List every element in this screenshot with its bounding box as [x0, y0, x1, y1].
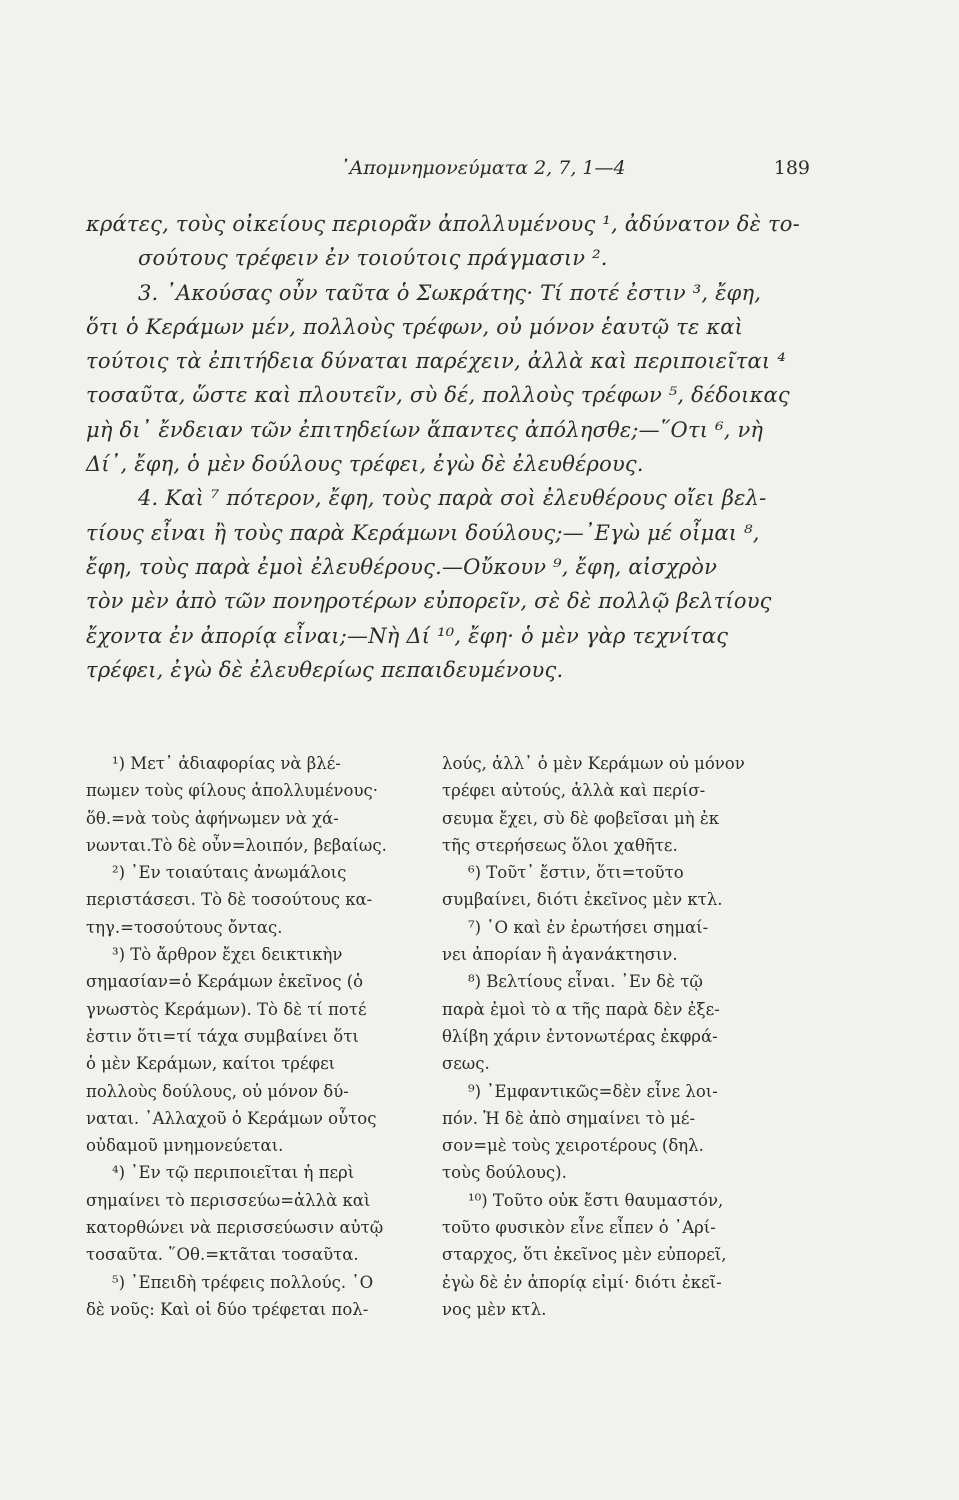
footnote-line: ²) ᾽Εν τοιαύταις ἀνωμάλοις: [112, 863, 347, 883]
text-line: τοσαῦτα, ὥστε καὶ πλουτεῖν, σὺ δέ, πολλοὺς τρέφων ⁵, δέδοικας: [86, 383, 790, 408]
running-title: ᾽Απομνημονεύματα 2, 7, 1—4: [340, 157, 626, 179]
text-line: τὸν μὲν ἀπὸ τῶν πονηροτέρων εὐπορεῖν, σὲ δὲ πολλῷ βελτίους: [86, 589, 772, 614]
footnote-line: σον=μὲ τοὺς χειροτέρους (δηλ.: [442, 1136, 704, 1156]
page-number: 189: [773, 157, 810, 179]
footnote-line: τοσαῦτα. ῞Οθ.=κτᾶται τοσαῦτα.: [86, 1245, 359, 1265]
footnote-line: νωνται.Τὸ δὲ οὖν=λοιπόν, βεβαίως.: [86, 835, 387, 855]
text-line: ἔχοντα ἐν ἀπορίᾳ εἶναι;—Νὴ Δί ¹⁰, ἔφη· ὁ μὲν γὰρ τεχνίτας: [86, 623, 729, 648]
footnote-line: λούς, ἀλλ᾽ ὁ μὲν Κεράμων οὐ μόνον: [442, 754, 745, 773]
footnote-line: ὅθ.=νὰ τοὺς ἀφήνωμεν νὰ χά-: [86, 808, 339, 828]
text-line: κράτες, τοὺς οἰκείους περιορᾶν ἀπολλυμένους ¹, ἀδύνατον δὲ το-: [86, 212, 800, 236]
footnote-line: ¹⁰) Τοῦτο οὐκ ἔστι θαυμαστόν,: [468, 1190, 724, 1210]
footnote-line: πόν. Ἡ δὲ ἀπὸ σημαίνει τὸ μέ-: [442, 1108, 696, 1128]
footnote-line: πωμεν τοὺς φίλους ἀπολλυμένους·: [86, 781, 378, 801]
footnotes-left-column: [86, 750, 416, 1323]
text-line: σούτους τρέφειν ἐν τοιούτοις πράγμασιν ².: [138, 246, 608, 271]
footnote-line: οὐδαμοῦ μνημονεύεται.: [86, 1136, 284, 1156]
footnote-line: ναται. ᾽Αλλαχοῦ ὁ Κεράμων οὗτος: [86, 1108, 377, 1128]
footnotes-right-column: [442, 750, 792, 1323]
text-line: ὅτι ὁ Κεράμων μέν, πολλοὺς τρέφων, οὐ μόνον ἑαυτῷ τε καὶ: [86, 314, 744, 339]
text-line: 3. ᾽Ακούσας οὖν ταῦτα ὁ Σωκράτης· Τί ποτέ ἐστιν ³, ἔφη,: [138, 280, 762, 305]
footnote-line: τῆς στερήσεως ὅλοι χαθῆτε.: [442, 835, 678, 855]
footnote-line: πολλοὺς δούλους, οὐ μόνον δύ-: [86, 1081, 349, 1101]
footnote-line: ⁷) ῾Ο καὶ ἐν ἐρωτήσει σημαί-: [468, 917, 709, 937]
footnote-line: ἐστιν ὅτι=τί τάχα συμβαίνει ὅτι: [86, 1026, 359, 1046]
footnote-line: σευμα ἔχει, σὺ δὲ φοβεῖσαι μὴ ἐκ: [442, 808, 720, 828]
footnote-line: γνωστὸς Κεράμων). Τὸ δὲ τί ποτέ: [86, 999, 367, 1019]
footnote-line: ἐγὼ δὲ ἐν ἀπορίᾳ εἰμί· διότι ἐκεῖ-: [442, 1272, 722, 1292]
footnote-line: σταρχος, ὅτι ἐκεῖνος μὲν εὐπορεῖ,: [442, 1245, 727, 1265]
main-text: [86, 207, 800, 687]
footnote-line: περιστάσεσι. Τὸ δὲ τοσούτους κα-: [86, 890, 373, 910]
text-line: τίους εἶναι ἢ τοὺς παρὰ Κεράμωνι δούλους;—᾽Εγὼ μέ οἶμαι ⁸,: [86, 520, 760, 545]
footnote-line: νος μὲν κτλ.: [442, 1299, 547, 1319]
footnote-line: δὲ νοῦς: Καὶ οἱ δύο τρέφεται πολ-: [86, 1299, 369, 1319]
footnote-line: τρέφει αὐτούς, ἀλλὰ καὶ περίσ-: [442, 781, 706, 801]
footnote-line: νει ἀπορίαν ἢ ἀγανάκτησιν.: [442, 945, 678, 965]
footnote-line: ¹) Μετ᾽ ἀδιαφορίας νὰ βλέ-: [112, 754, 341, 773]
text-line: τρέφει, ἐγὼ δὲ ἐλευθερίως πεπαιδευμένους.: [86, 657, 564, 682]
footnote-line: θλίβη χάριν ἐντονωτέρας ἐκφρά-: [442, 1026, 718, 1046]
text-line: μὴ δι᾽ ἔνδειαν τῶν ἐπιτηδείων ἅπαντες ἀπόλησθε;—῞Οτι ⁶, νὴ: [86, 417, 764, 442]
footnote-line: σημαίνει τὸ περισσεύω=ἀλλὰ καὶ: [86, 1190, 371, 1210]
footnote-line: σημασίαν=ὁ Κεράμων ἐκεῖνος (ὁ: [86, 972, 364, 992]
footnote-line: ⁹) ᾽Εμφαντικῶς=δὲν εἶνε λοι-: [468, 1081, 718, 1101]
text-line: 4. Καὶ ⁷ πότερον, ἔφη, τοὺς παρὰ σοὶ ἐλευθέρους οἴει βελ-: [138, 486, 767, 511]
footnote-line: σεως.: [442, 1054, 490, 1074]
footnote-line: ³) Τὸ ἄρθρον ἔχει δεικτικὴν: [112, 945, 343, 965]
footnote-line: ⁸) Βελτίους εἶναι. ᾽Εν δὲ τῷ: [468, 972, 703, 992]
text-line: ἔφη, τοὺς παρὰ ἐμοὶ ἐλευθέρους.—Οὔκουν ⁹, ἔφη, αἰσχρὸν: [86, 554, 718, 579]
text-line: Δί᾽, ἔφη, ὁ μὲν δούλους τρέφει, ἐγὼ δὲ ἐλευθέρους.: [86, 452, 644, 477]
running-head: [340, 157, 810, 179]
footnote-line: τοὺς δούλους).: [442, 1163, 567, 1183]
footnote-line: συμβαίνει, διότι ἐκεῖνος μὲν κτλ.: [442, 890, 723, 910]
footnote-line: παρὰ ἐμοὶ τὸ α τῆς παρὰ δὲν ἐξε-: [442, 999, 720, 1019]
footnote-line: κατορθώνει νὰ περισσεύωσιν αὐτῷ: [86, 1218, 384, 1238]
footnote-line: ⁶) Τοῦτ᾽ ἔστιν, ὅτι=τοῦτο: [468, 863, 684, 883]
text-line: τούτοις τὰ ἐπιτήδεια δύναται παρέχειν, ἀλλὰ καὶ περιποιεῖται ⁴: [86, 349, 786, 374]
footnote-line: τοῦτο φυσικὸν εἶνε εἶπεν ὁ ᾽Αρί-: [442, 1218, 716, 1238]
footnote-line: ⁵) ᾽Επειδὴ τρέφεις πολλούς. ῾Ο: [112, 1272, 374, 1292]
footnote-line: τηγ.=τοσούτους ὄντας.: [86, 917, 283, 937]
footnote-line: ὁ μὲν Κεράμων, καίτοι τρέφει: [86, 1054, 336, 1074]
footnote-line: ⁴) ᾽Εν τῷ περιποιεῖται ἡ περὶ: [112, 1163, 355, 1183]
